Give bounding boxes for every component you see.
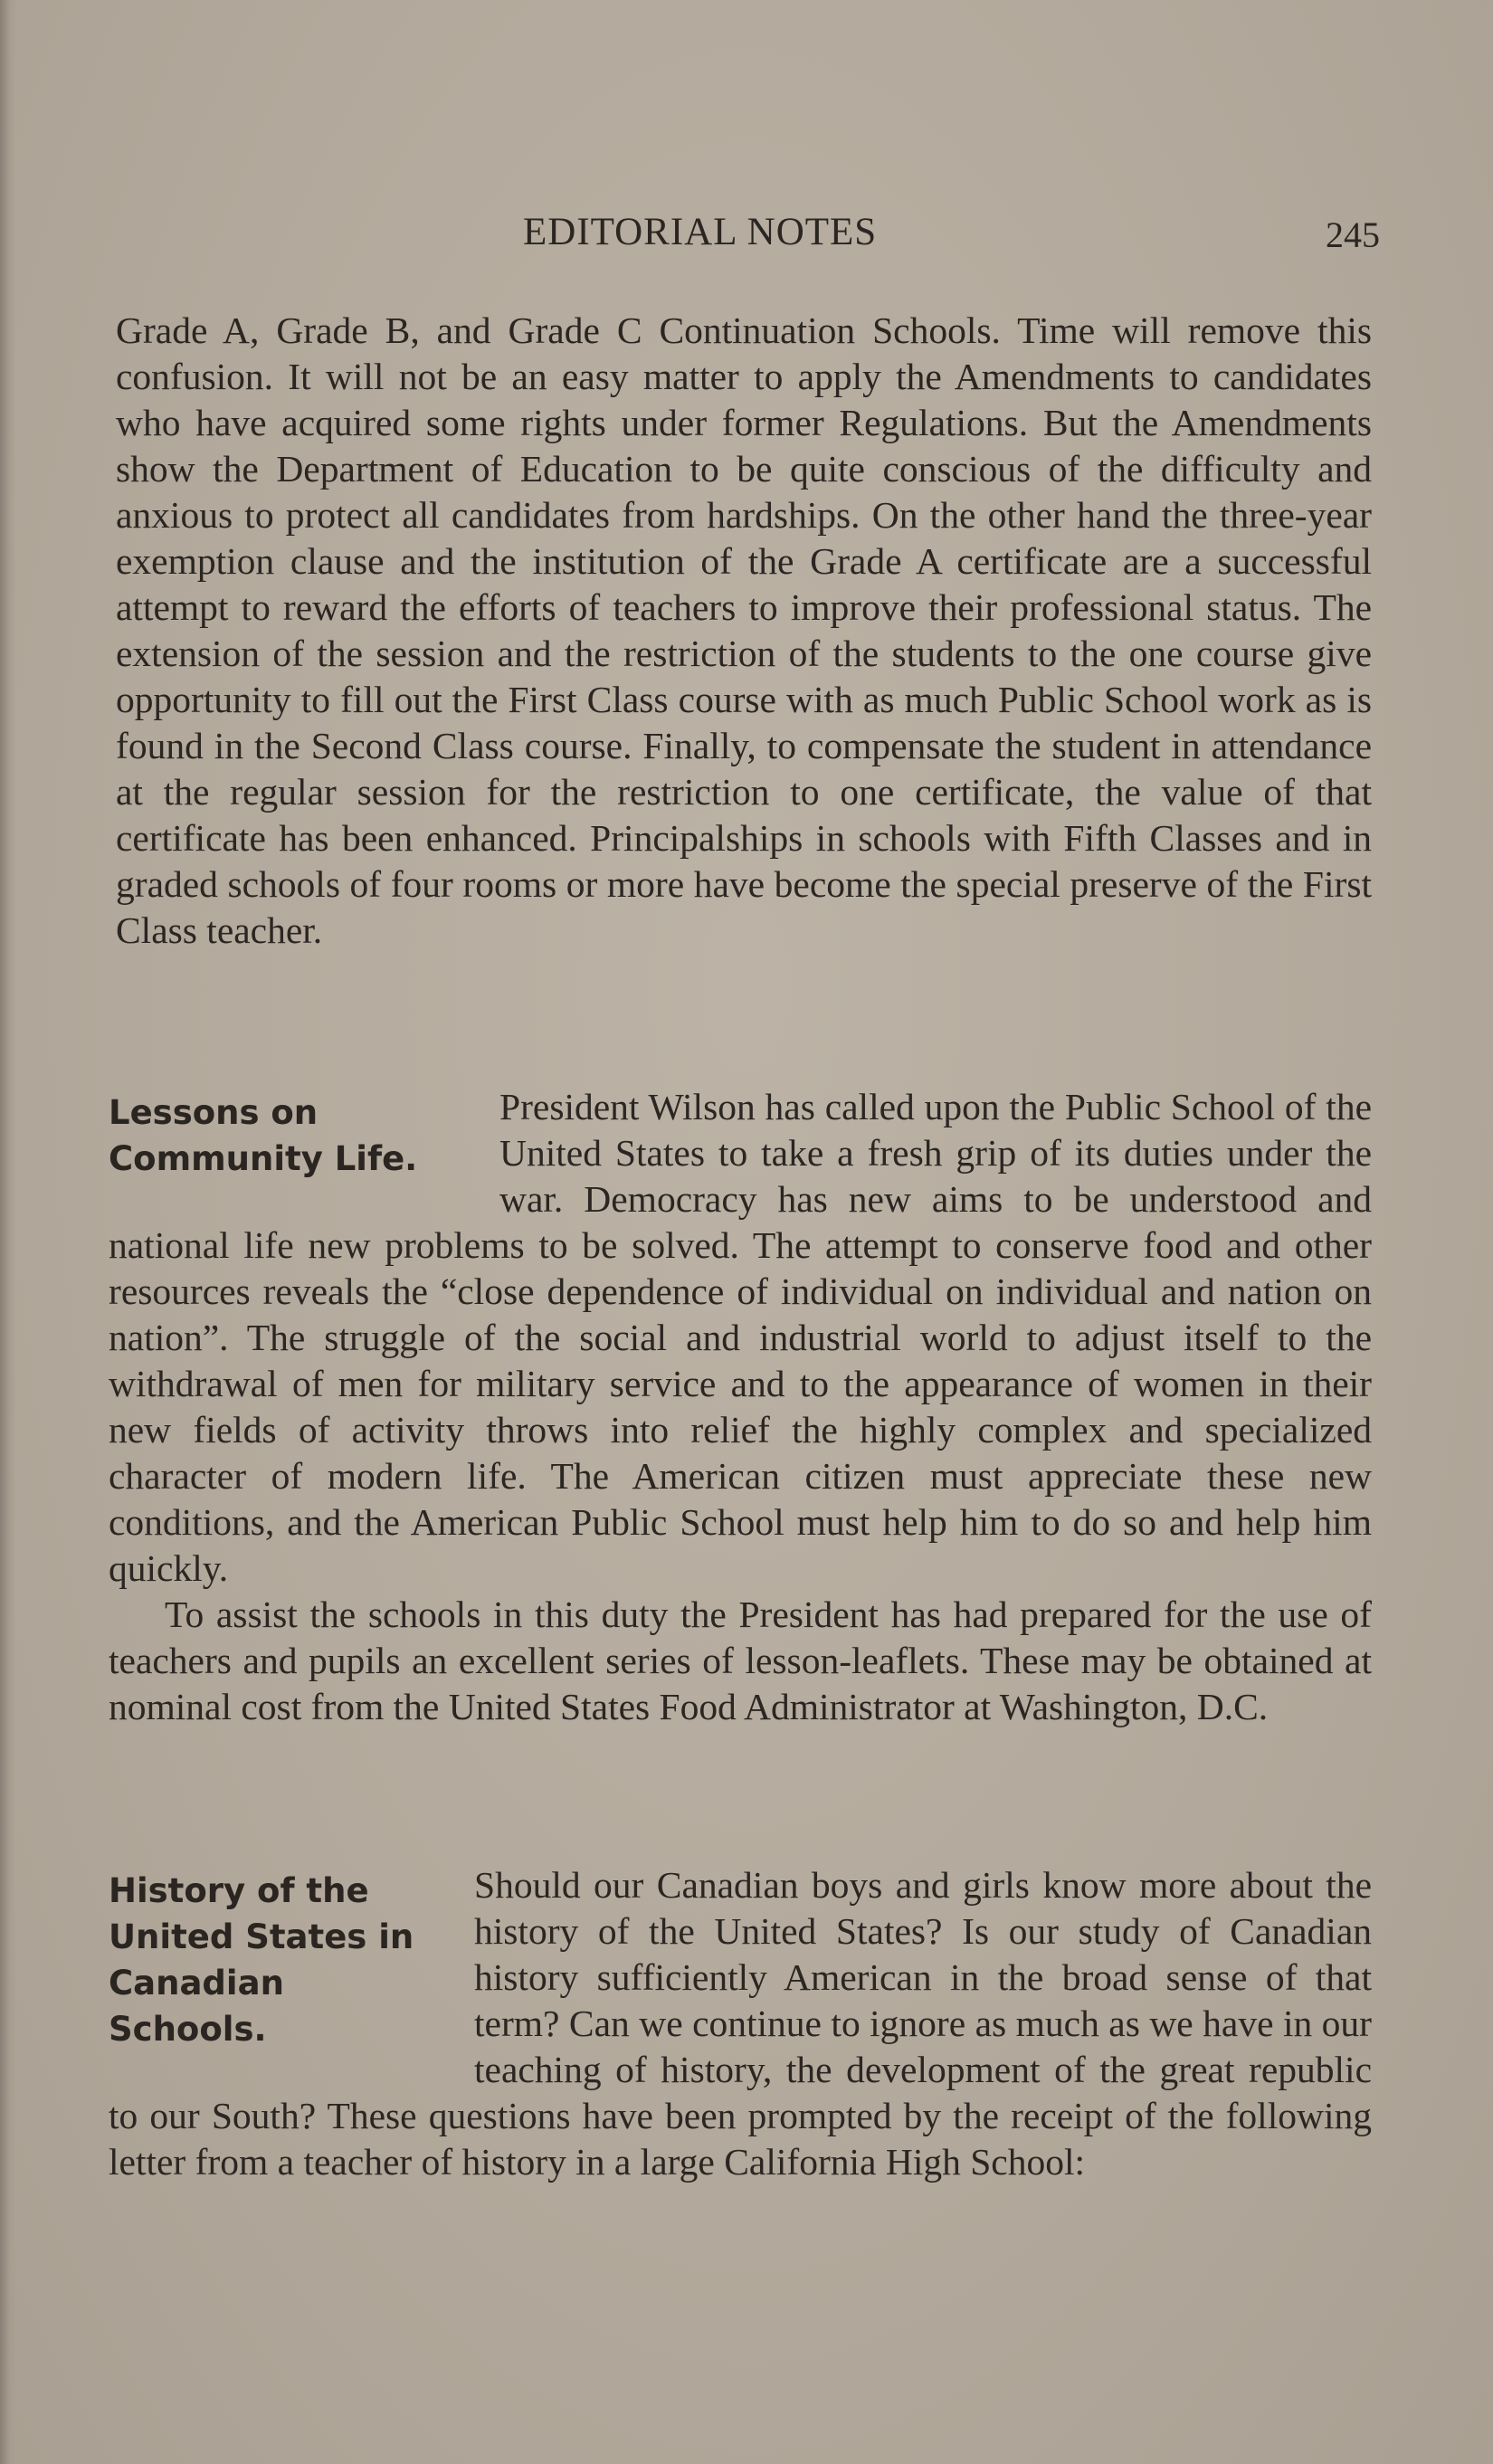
running-head: EDITORIAL NOTES [523,211,878,253]
section-heading-line: History of the [109,1871,369,1910]
section-heading-line: Canadian [109,1964,284,2003]
page-header [109,210,1380,264]
continued-paragraph: Grade A, Grade B, and Grade C Continuation Schools. Time will remove this confusion. It will not be an easy matter to apply the Amendments to candidates who have acquired some rights under former Regulations. But the Amendments show the Department of Education to be quite conscious of the difficulty and anxious to protect all candidates from hardships. On the other hand the three-year exemption clause and the institution of the Grade A certificate are a successful attempt to reward the efforts of teachers to improve their professional status. The extension of the session and the restriction of the students to the one course give opportunity to fill out the First Class course with as much Public School work as is found in the Second Class course. Finally, to compensate the student in attendance at the regular session for the restriction to one certificate, the value of that certificate has been enhanced. Principalships in schools with Fifth Classes and in graded schools of four rooms or more have become the special preserve of the First Class teacher. [116,309,1372,951]
section-heading [109,1089,471,1182]
page-number: 245 [1326,214,1380,255]
section-lessons-on-community-life [109,1084,1372,1730]
section-heading-line: United States in [109,1917,414,1956]
section-paragraph: President Wilson has called upon the Public School of the United States to take a fresh grip of its duties under the war. Democracy has new aims to be understood and national life new problems to be solved. The attempt to conserve food and other resources reveals the “close dependence of individual on individual and nation on nation”. The struggle of the social and industrial world to adjust itself to the withdrawal of men for military service and to the appearance of women in their new fields of activity throws into relief the highly complex and specialized character of modern life. The American citizen must appreciate these new conditions, and the American Public School must help him to do so and help him quickly. [109,1086,1372,1589]
section-heading-line: Schools. [109,2010,267,2049]
section-history-of-united-states [109,1862,1372,2185]
section-paragraph: Should our Canadian boys and girls know more about the history of the United States? Is our study of Canadian history sufficiently American in the broad sense of that term? Can we continue to ignore as much as we have in our teaching of history, the development of the great republic to our South? These questions have been prompted by the receipt of the following letter from a teacher of history in a large California High School: [109,1864,1372,2183]
section-heading-line: Lessons on [109,1093,319,1132]
section-paragraph: To assist the schools in this duty the President has had prepared for the use of teachers and pupils an excellent series of lesson-leaflets. These may be obtained at nominal cost from the United States Food Administrator at Washington, D.C. [109,1594,1372,1727]
section-heading [109,1868,452,2052]
section-heading-line: Community Life. [109,1139,418,1178]
page-binding-edge [0,0,16,2464]
